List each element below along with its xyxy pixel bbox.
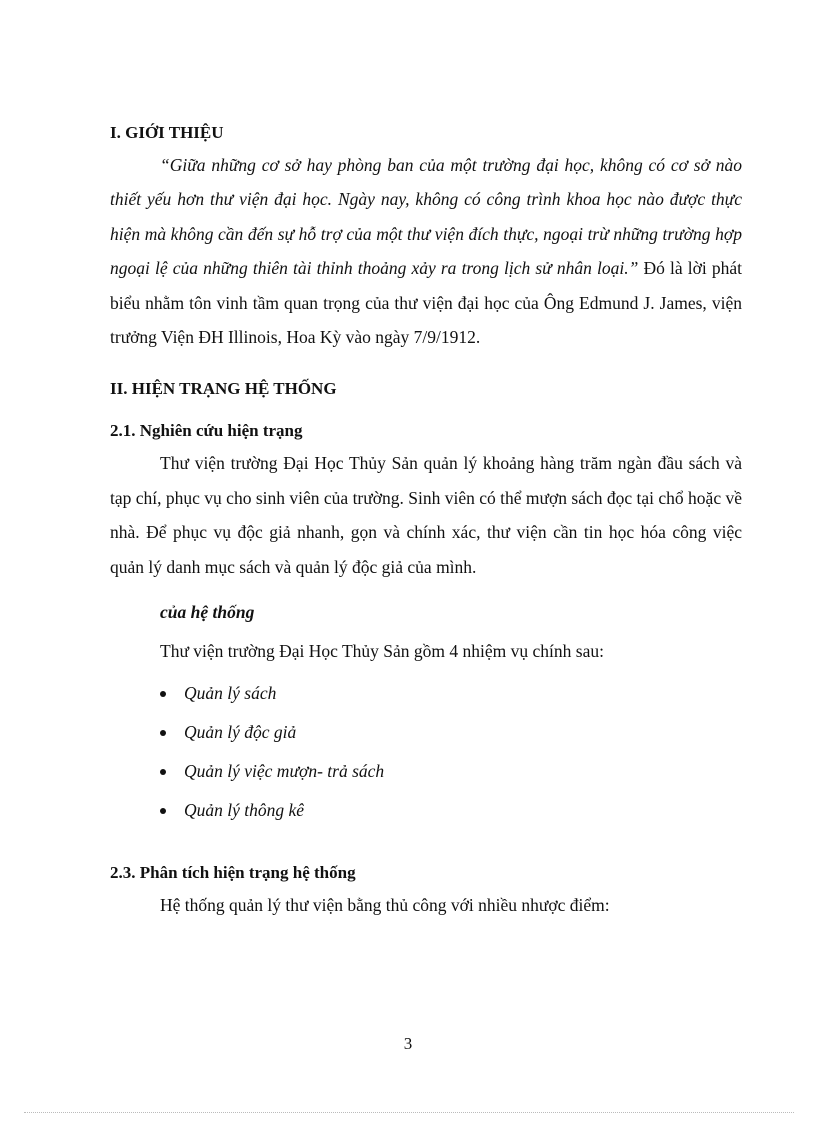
task-label: Quản lý độc giả xyxy=(184,722,297,743)
bullet-icon xyxy=(160,730,166,736)
bullet-icon xyxy=(160,691,166,697)
introduction-paragraph xyxy=(110,148,742,354)
analysis-intro: Hệ thống quản lý thư viện bằng thủ công với nhiều nhược điểm: xyxy=(160,895,610,916)
list-item xyxy=(160,713,742,752)
task-label: Quản lý sách xyxy=(184,683,277,704)
bullet-icon xyxy=(160,769,166,775)
footer-divider xyxy=(24,1112,794,1113)
section-heading-current-state: II. HIỆN TRẠNG HỆ THỐNG xyxy=(110,379,337,399)
subsection-heading-system: của hệ thống xyxy=(160,602,255,623)
introduction-attribution: Đó là lời phát biểu nhằm tôn vinh tầm quan trọng của thư viện đại học của Ông Edmund J. James, viện trưởng Viện ĐH Illinois, Hoa Kỳ vào ngày 7/9/1912. xyxy=(110,258,743,348)
subsection-heading-analysis: 2.3. Phân tích hiện trạng hệ thống xyxy=(110,863,356,883)
page-number: 3 xyxy=(403,1034,413,1053)
task-label: Quản lý thông kê xyxy=(184,800,305,821)
section-heading-introduction: I. GIỚI THIỆU xyxy=(110,123,224,142)
task-list xyxy=(160,674,742,830)
subsection-heading-research: 2.1. Nghiên cứu hiện trạng xyxy=(110,421,303,441)
research-paragraph: Thư viện trường Đại Học Thủy Sản quản lý khoảng hàng trăm ngàn đầu sách và tạp chí, phục vụ cho sinh viên của trường. Sinh viên có thể mượn sách đọc tại chổ hoặc về nhà. Để phục vụ độc giả nhanh, gọn và chính xác, thư viện cần tin học hóa công việc quản lý danh mục sách và quản lý độc giả của mình. xyxy=(110,453,742,577)
bullet-icon xyxy=(160,808,166,814)
tasks-intro: Thư viện trường Đại Học Thủy Sản gồm 4 nhiệm vụ chính sau: xyxy=(160,641,604,662)
list-item xyxy=(160,791,742,830)
task-label: Quản lý việc mượn- trả sách xyxy=(184,761,385,782)
list-item xyxy=(160,674,742,713)
page-content xyxy=(110,118,742,920)
introduction-quote: “Giữa những cơ sở hay phòng ban của một trường đại học, không có cơ sở nào thiết yếu hơn thư viện đại học. Ngày nay, không có công trình khoa học nào được thực hiện mà không cần đến sự hỗ trợ của một thư viện đích thực, ngoại trừ những trường hợp ngoại lệ của những thiên tài thỉnh thoảng xảy ra trong lịch sử nhân loại.” xyxy=(110,155,742,279)
list-item xyxy=(160,752,742,791)
